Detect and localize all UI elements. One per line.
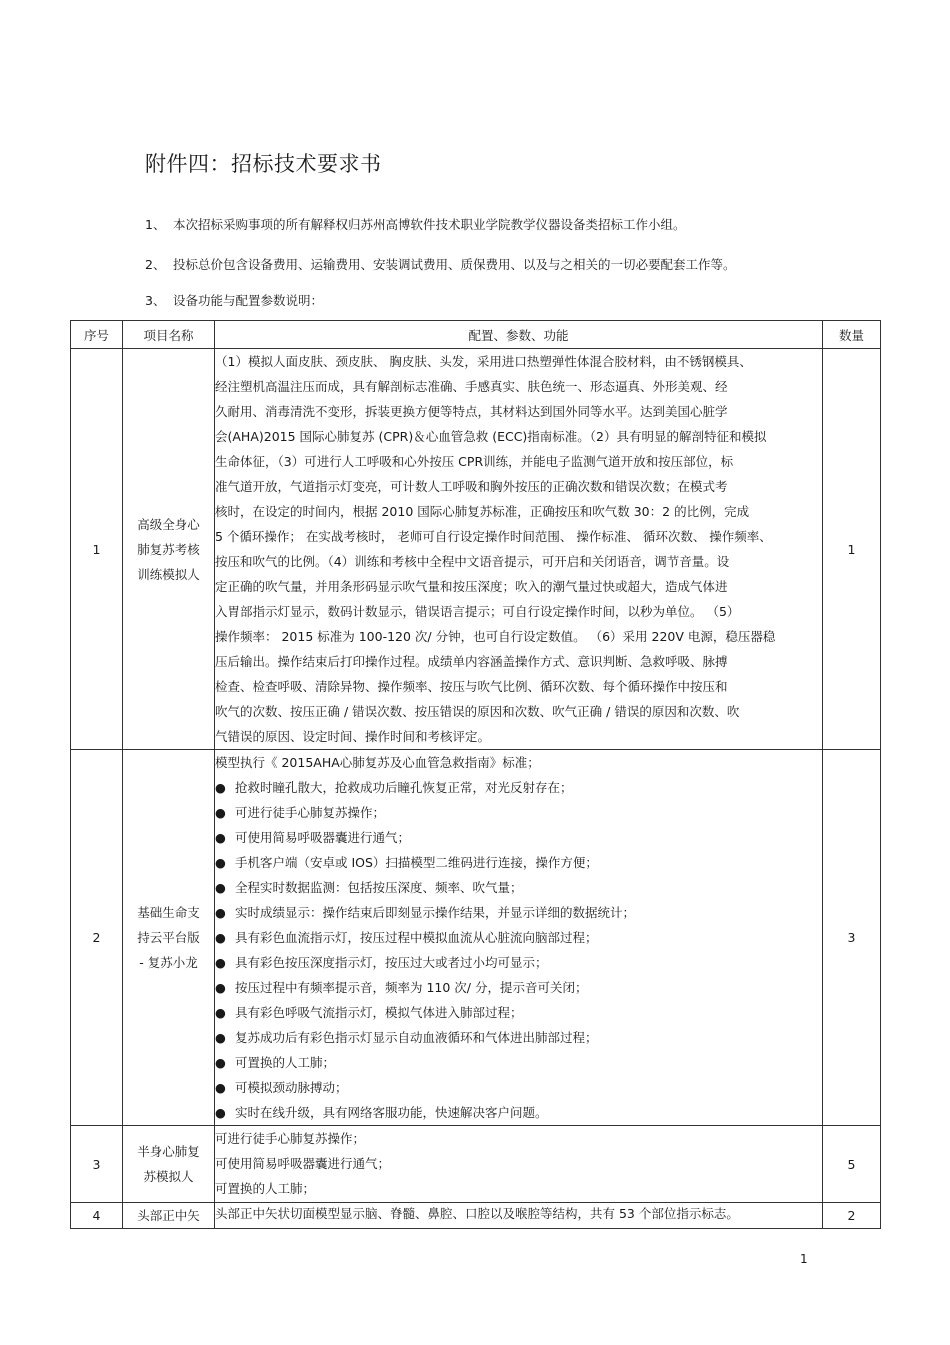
header-spec: 配置、参数、功能 [215, 321, 823, 349]
intro-number: 2、 [145, 257, 166, 272]
row-number: 2 [71, 750, 123, 1126]
bullet-icon: ● [215, 930, 226, 945]
bullet-item [215, 1075, 822, 1100]
page-number: 1 [800, 1252, 808, 1266]
spec-line: （1）模拟人面皮肤、颈皮肤、 胸皮肤、头发，采用进口热塑弹性体混合胶材料，由不锈钢模具、 [215, 354, 752, 369]
bullet-text: 全程实时数据监测：包括按压深度、频率、吹气量； [235, 880, 523, 895]
table-header-row [71, 321, 881, 349]
bullet-icon: ● [215, 1105, 226, 1120]
bullet-item [215, 1100, 822, 1125]
quantity: 1 [823, 349, 881, 750]
bullet-item [215, 850, 822, 875]
bullet-text: 抢救时瞳孔散大，抢救成功后瞳孔恢复正常，对光反射存在； [235, 780, 573, 795]
spec-line: 可使用简易呼吸器囊进行通气； [215, 1156, 391, 1171]
spec-cell [215, 1126, 823, 1203]
spec-line: 可置换的人工肺； [215, 1181, 316, 1196]
page-title: 附件四：招标技术要求书 [145, 152, 382, 176]
table-row [71, 1203, 881, 1229]
bullet-item [215, 825, 822, 850]
spec-cell [215, 349, 823, 750]
spec-line: 会(AHA)2015 国际心肺复苏 (CPR)＆心血管急救 (ECC)指南标准。（2）具有明显的解剖特征和模拟 [215, 429, 767, 444]
intro-text: 本次招标采购事项的所有解释权归苏州高博软件技术职业学院教学仪器设备类招标工作小组。 [173, 217, 686, 232]
bullet-item [215, 875, 822, 900]
table-row [71, 750, 881, 1126]
quantity: 5 [823, 1126, 881, 1203]
bullet-text: 实时成绩显示：操作结束后即刻显示操作结果，并显示详细的数据统计； [235, 905, 636, 920]
spec-line: 头部正中矢状切面模型显示脑、脊髓、鼻腔、口腔以及喉腔等结构，共有 53 个部位指示标志。 [215, 1206, 739, 1221]
spec-line: 吹气的次数、按压正确 / 错误次数、按压错误的原因和次数、吹气正确 / 错误的原因和次数、吹 [215, 704, 740, 719]
header-no: 序号 [71, 321, 123, 349]
intro-item [145, 255, 736, 273]
bullet-icon: ● [215, 830, 226, 845]
bullet-icon: ● [215, 805, 226, 820]
item-name-line: - 复苏小龙 [139, 955, 198, 970]
intro-number: 3、 [145, 293, 166, 308]
bullet-item [215, 800, 822, 825]
intro-text: 投标总价包含设备费用、运输费用、安装调试费用、质保费用、以及与之相关的一切必要配套工作等。 [173, 257, 736, 272]
bullet-text: 具有彩色呼吸气流指示灯，模拟气体进入肺部过程； [235, 1005, 523, 1020]
row-number: 4 [71, 1203, 123, 1229]
item-name-line: 肺复苏考核 [137, 541, 200, 557]
item-name-line: 头部正中矢 [137, 1208, 200, 1223]
bullet-icon: ● [215, 1080, 226, 1095]
item-name [123, 750, 215, 1126]
item-name-line: 基础生命支 [137, 905, 200, 920]
bullet-item [215, 1050, 822, 1075]
bullet-item [215, 900, 822, 925]
spec-line: 经注塑机高温注压而成，具有解剖标志准确、手感真实、肤色统一、形态逼真、外形美观、经 [215, 379, 728, 394]
spec-line: 按压和吹气的比例。（4）训练和考核中全程中文语音提示，可开启和关闭语音，调节音量。设 [215, 554, 730, 569]
spec-line: 生命体征，（3）可进行人工呼吸和心外按压 CPR训练，并能电子监测气道开放和按压部位，标 [215, 454, 734, 469]
spec-line: 定正确的吹气量，并用条形码显示吹气量和按压深度；吹入的潮气量过快或超大，造成气体进 [215, 579, 728, 594]
bullet-icon: ● [215, 855, 226, 870]
table-row [71, 1126, 881, 1203]
spec-line: 5 个循环操作； 在实战考核时， 老师可自行设定操作时间范围、 操作标准、 循环次数、 操作频率、 [215, 529, 772, 544]
spec-line: 可进行徒手心肺复苏操作； [215, 1131, 366, 1146]
spec-cell [215, 1203, 823, 1229]
bullet-text: 可进行徒手心肺复苏操作； [235, 805, 386, 820]
intro-number: 1、 [145, 217, 166, 232]
bullet-item [215, 975, 822, 1000]
spec-line: 准气道开放，气道指示灯变亮，可计数人工呼吸和胸外按压的正确次数和错误次数；在模式考 [215, 479, 728, 494]
spec-lead-line: 模型执行《 2015AHA心肺复苏及心血管急救指南》标准； [215, 755, 540, 770]
bullet-text: 手机客户端（安卓或 IOS）扫描模型二维码进行连接，操作方便； [235, 855, 598, 870]
item-name [123, 1203, 215, 1229]
item-name-line: 半身心肺复 [137, 1144, 200, 1159]
bullet-text: 可模拟颈动脉搏动； [235, 1080, 348, 1095]
bullet-text: 可使用简易呼吸器囊进行通气； [235, 830, 411, 845]
spec-line: 入胃部指示灯显示，数码计数显示，错误语言提示；可自行设定操作时间，以秒为单位。 （5） [215, 604, 740, 619]
bullet-icon: ● [215, 955, 226, 970]
intro-item [145, 215, 686, 233]
intro-item [145, 291, 323, 309]
spec-line: 核时，在设定的时间内，根据 2010 国际心肺复苏标准，正确按压和吹气数 30：2 的比例，完成 [215, 504, 750, 519]
item-name [123, 349, 215, 750]
bullet-item [215, 1025, 822, 1050]
spec-line: 操作频率： 2015 标准为 100-120 次/ 分钟，也可自行设定数值。 （6）采用 220V 电源，稳压器稳 [215, 629, 776, 644]
bullet-icon: ● [215, 905, 226, 920]
table-row [71, 349, 881, 750]
quantity: 3 [823, 750, 881, 1126]
spec-cell [215, 750, 823, 1126]
spec-line: 久耐用、消毒清洗不变形，拆装更换方便等特点，其材料达到国外同等水平。达到美国心脏学 [215, 404, 728, 419]
row-number: 1 [71, 349, 123, 750]
spec-line: 气错误的原因、设定时间、操作时间和考核评定。 [215, 729, 491, 744]
row-number: 3 [71, 1126, 123, 1203]
bullet-icon: ● [215, 980, 226, 995]
header-qty: 数量 [823, 321, 881, 349]
spec-line: 检查、检查呼吸、清除异物、操作频率、按压与吹气比例、循环次数、每个循环操作中按压和 [215, 679, 728, 694]
bullet-icon: ● [215, 780, 226, 795]
bullet-text: 按压过程中有频率提示音，频率为 110 次/ 分，提示音可关闭； [235, 980, 588, 995]
bullet-item [215, 925, 822, 950]
header-name: 项目名称 [123, 321, 215, 349]
quantity: 2 [823, 1203, 881, 1229]
bullet-item [215, 950, 822, 975]
item-name-line: 持云平台版 [137, 930, 200, 945]
bullet-text: 具有彩色按压深度指示灯，按压过大或者过小均可显示； [235, 955, 548, 970]
bullet-text: 可置换的人工肺； [235, 1055, 336, 1070]
item-name-line: 训练模拟人 [137, 566, 200, 582]
bullet-text: 实时在线升级，具有网络客服功能，快速解决客户问题。 [235, 1105, 548, 1120]
intro-text: 设备功能与配置参数说明： [173, 293, 324, 308]
bullet-item [215, 1000, 822, 1025]
bullet-icon: ● [215, 1030, 226, 1045]
bullet-icon: ● [215, 1055, 226, 1070]
bullet-icon: ● [215, 1005, 226, 1020]
spec-table [70, 320, 881, 1229]
item-name-line: 高级全身心 [137, 516, 200, 532]
spec-line: 压后输出。操作结束后打印操作过程。成绩单内容涵盖操作方式、意识判断、急救呼吸、脉搏 [215, 654, 728, 669]
bullet-icon: ● [215, 880, 226, 895]
bullet-item [215, 775, 822, 800]
item-name-line: 苏模拟人 [143, 1169, 194, 1184]
item-name [123, 1126, 215, 1203]
bullet-text: 复苏成功后有彩色指示灯显示自动血液循环和气体进出肺部过程； [235, 1030, 598, 1045]
bullet-text: 具有彩色血流指示灯，按压过程中模拟血流从心脏流向脑部过程； [235, 930, 598, 945]
